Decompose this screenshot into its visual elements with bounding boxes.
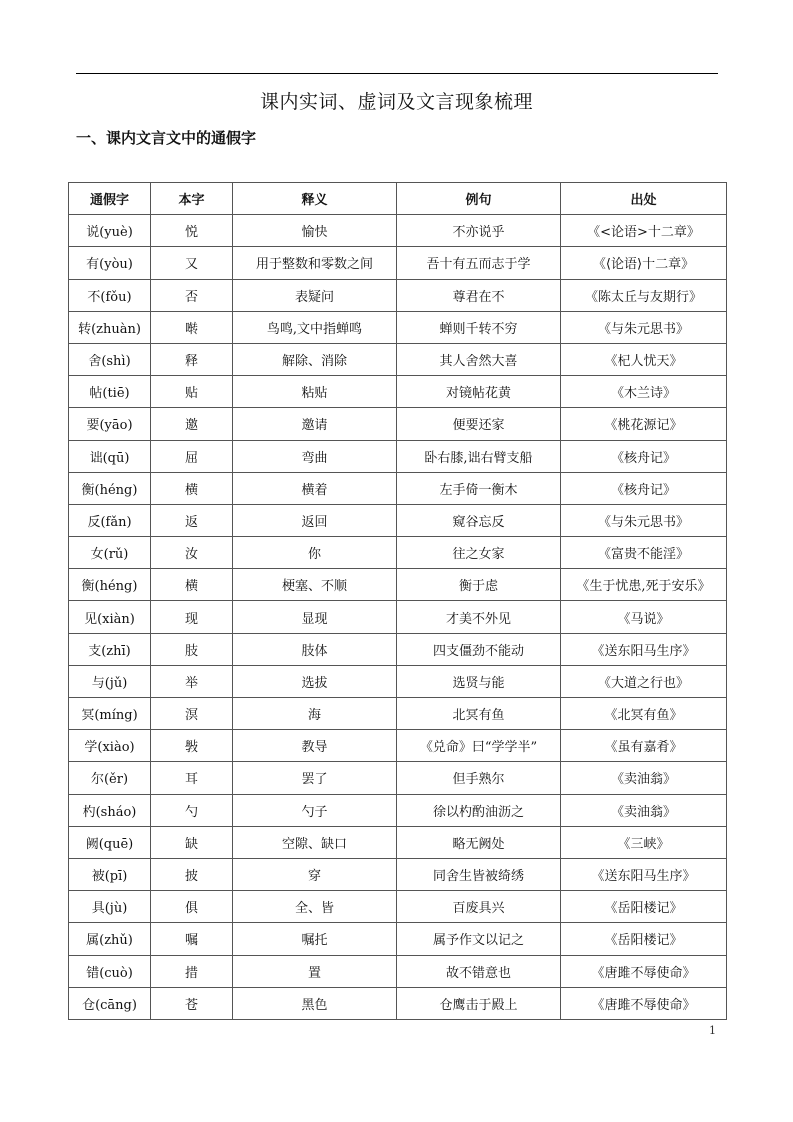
cell-benzi: 汝 [151, 537, 233, 569]
cell-tongjiazi: 与(jǔ) [69, 665, 151, 697]
cell-liju: 对镜帖花黄 [397, 376, 561, 408]
table-row [69, 858, 727, 890]
cell-shiyi: 嘱托 [233, 923, 397, 955]
cell-tongjiazi: 衡(héng) [69, 472, 151, 504]
cell-shiyi: 显现 [233, 601, 397, 633]
cell-benzi: 溟 [151, 698, 233, 730]
section-heading: 一、课内文言文中的通假字 [76, 129, 257, 147]
cell-tongjiazi: 不(fǒu) [69, 279, 151, 311]
cell-shiyi: 弯曲 [233, 440, 397, 472]
cell-liju: 同舍生皆被绮绣 [397, 858, 561, 890]
cell-chuchu: 《岳阳楼记》 [561, 923, 727, 955]
cell-tongjiazi: 尔(ěr) [69, 762, 151, 794]
cell-shiyi: 横着 [233, 472, 397, 504]
cell-benzi: 披 [151, 858, 233, 890]
cell-liju: 尊君在不 [397, 279, 561, 311]
cell-tongjiazi: 冥(míng) [69, 698, 151, 730]
cell-tongjiazi: 衡(héng) [69, 569, 151, 601]
cell-benzi: 又 [151, 247, 233, 279]
cell-liju: 《兑命》曰“学学半” [397, 730, 561, 762]
table-row [69, 987, 727, 1019]
cell-shiyi: 空隙、缺口 [233, 826, 397, 858]
table-row [69, 215, 727, 247]
cell-shiyi: 置 [233, 955, 397, 987]
cell-liju: 北冥有鱼 [397, 698, 561, 730]
cell-tongjiazi: 仓(cāng) [69, 987, 151, 1019]
cell-liju: 不亦说乎 [397, 215, 561, 247]
cell-liju: 衡于虑 [397, 569, 561, 601]
cell-chuchu: 《虽有嘉肴》 [561, 730, 727, 762]
table-row [69, 955, 727, 987]
cell-benzi: 邀 [151, 408, 233, 440]
cell-liju: 仓鹰击于殿上 [397, 987, 561, 1019]
table-row [69, 408, 727, 440]
cell-chuchu: 《送东阳马生序》 [561, 858, 727, 890]
cell-liju: 但手熟尔 [397, 762, 561, 794]
cell-benzi: 斅 [151, 730, 233, 762]
cell-shiyi: 返回 [233, 504, 397, 536]
cell-tongjiazi: 具(jù) [69, 891, 151, 923]
header-rule [76, 73, 718, 74]
cell-chuchu: 《岳阳楼记》 [561, 891, 727, 923]
header-shiyi: 释义 [233, 183, 397, 215]
table-row [69, 730, 727, 762]
table-header-row [69, 183, 727, 215]
cell-benzi: 否 [151, 279, 233, 311]
cell-chuchu: 《与朱元思书》 [561, 311, 727, 343]
cell-chuchu: 《核舟记》 [561, 472, 727, 504]
cell-tongjiazi: 有(yòu) [69, 247, 151, 279]
cell-shiyi: 罢了 [233, 762, 397, 794]
cell-liju: 左手倚一衡木 [397, 472, 561, 504]
table-row [69, 569, 727, 601]
cell-chuchu: 《木兰诗》 [561, 376, 727, 408]
cell-chuchu: 《送东阳马生序》 [561, 633, 727, 665]
cell-shiyi: 海 [233, 698, 397, 730]
cell-chuchu: 《核舟记》 [561, 440, 727, 472]
cell-liju: 蝉则千转不穷 [397, 311, 561, 343]
cell-tongjiazi: 见(xiàn) [69, 601, 151, 633]
cell-chuchu: 《与朱元思书》 [561, 504, 727, 536]
cell-chuchu: 《马说》 [561, 601, 727, 633]
cell-tongjiazi: 舍(shì) [69, 343, 151, 375]
cell-liju: 窥谷忘反 [397, 504, 561, 536]
cell-chuchu: 《陈太丘与友期行》 [561, 279, 727, 311]
cell-benzi: 现 [151, 601, 233, 633]
cell-chuchu: 《卖油翁》 [561, 762, 727, 794]
cell-shiyi: 教导 [233, 730, 397, 762]
cell-tongjiazi: 阙(quē) [69, 826, 151, 858]
cell-tongjiazi: 女(rǔ) [69, 537, 151, 569]
table-row [69, 440, 727, 472]
cell-benzi: 屈 [151, 440, 233, 472]
table-row [69, 376, 727, 408]
cell-chuchu: 《<论语>十二章》 [561, 215, 727, 247]
cell-benzi: 悦 [151, 215, 233, 247]
table-row [69, 665, 727, 697]
tongjiazi-table [68, 182, 727, 1020]
header-tongjiazi: 通假字 [69, 183, 151, 215]
table-row [69, 311, 727, 343]
document-title: 课内实词、虚词及文言现象梳理 [259, 91, 533, 113]
cell-shiyi: 全、皆 [233, 891, 397, 923]
cell-liju: 属予作文以记之 [397, 923, 561, 955]
cell-liju: 吾十有五而志于学 [397, 247, 561, 279]
table-row [69, 633, 727, 665]
table-row [69, 923, 727, 955]
cell-benzi: 勺 [151, 794, 233, 826]
table-row [69, 537, 727, 569]
cell-liju: 徐以杓酌油沥之 [397, 794, 561, 826]
cell-shiyi: 鸟鸣,文中指蝉鸣 [233, 311, 397, 343]
cell-chuchu: 《卖油翁》 [561, 794, 727, 826]
cell-liju: 百废具兴 [397, 891, 561, 923]
cell-liju: 四支僵劲不能动 [397, 633, 561, 665]
cell-shiyi: 选拔 [233, 665, 397, 697]
cell-tongjiazi: 被(pī) [69, 858, 151, 890]
cell-tongjiazi: 错(cuò) [69, 955, 151, 987]
cell-benzi: 苍 [151, 987, 233, 1019]
cell-chuchu: 《三峡》 [561, 826, 727, 858]
cell-shiyi: 粘贴 [233, 376, 397, 408]
page-number: 1 [709, 1024, 716, 1037]
cell-chuchu: 《北冥有鱼》 [561, 698, 727, 730]
cell-benzi: 举 [151, 665, 233, 697]
table-row [69, 343, 727, 375]
cell-liju: 故不错意也 [397, 955, 561, 987]
cell-shiyi: 用于整数和零数之间 [233, 247, 397, 279]
table-row [69, 472, 727, 504]
cell-benzi: 嘱 [151, 923, 233, 955]
table-row [69, 762, 727, 794]
cell-chuchu: 《唐雎不辱使命》 [561, 987, 727, 1019]
cell-tongjiazi: 说(yuè) [69, 215, 151, 247]
cell-liju: 略无阙处 [397, 826, 561, 858]
cell-benzi: 横 [151, 472, 233, 504]
cell-shiyi: 邀请 [233, 408, 397, 440]
cell-liju: 便要还家 [397, 408, 561, 440]
cell-shiyi: 你 [233, 537, 397, 569]
cell-tongjiazi: 诎(qū) [69, 440, 151, 472]
table-row [69, 891, 727, 923]
cell-tongjiazi: 转(zhuàn) [69, 311, 151, 343]
cell-benzi: 贴 [151, 376, 233, 408]
table-row [69, 504, 727, 536]
cell-liju: 卧右膝,诎右臂支船 [397, 440, 561, 472]
cell-benzi: 肢 [151, 633, 233, 665]
cell-benzi: 缺 [151, 826, 233, 858]
cell-shiyi: 勺子 [233, 794, 397, 826]
header-chuchu: 出处 [561, 183, 727, 215]
cell-shiyi: 黑色 [233, 987, 397, 1019]
table-row [69, 601, 727, 633]
cell-tongjiazi: 要(yāo) [69, 408, 151, 440]
cell-liju: 才美不外见 [397, 601, 561, 633]
table-row [69, 698, 727, 730]
cell-shiyi: 愉快 [233, 215, 397, 247]
cell-benzi: 措 [151, 955, 233, 987]
cell-chuchu: 《生于忧患,死于安乐》 [561, 569, 727, 601]
cell-shiyi: 表疑问 [233, 279, 397, 311]
cell-chuchu: 《富贵不能淫》 [561, 537, 727, 569]
cell-tongjiazi: 杓(sháo) [69, 794, 151, 826]
cell-chuchu: 《唐雎不辱使命》 [561, 955, 727, 987]
cell-benzi: 耳 [151, 762, 233, 794]
cell-chuchu: 《桃花源记》 [561, 408, 727, 440]
cell-tongjiazi: 属(zhǔ) [69, 923, 151, 955]
cell-chuchu: 《大道之行也》 [561, 665, 727, 697]
cell-benzi: 啭 [151, 311, 233, 343]
cell-benzi: 俱 [151, 891, 233, 923]
table-row [69, 826, 727, 858]
cell-shiyi: 解除、消除 [233, 343, 397, 375]
cell-shiyi: 梗塞、不顺 [233, 569, 397, 601]
table-body [69, 215, 727, 1020]
cell-tongjiazi: 帖(tiē) [69, 376, 151, 408]
cell-liju: 选贤与能 [397, 665, 561, 697]
cell-benzi: 返 [151, 504, 233, 536]
cell-shiyi: 穿 [233, 858, 397, 890]
cell-tongjiazi: 反(fǎn) [69, 504, 151, 536]
cell-liju: 其人舍然大喜 [397, 343, 561, 375]
cell-benzi: 横 [151, 569, 233, 601]
table-row [69, 794, 727, 826]
cell-chuchu: 《⟨论语⟩十二章》 [561, 247, 727, 279]
table-row [69, 247, 727, 279]
cell-tongjiazi: 支(zhī) [69, 633, 151, 665]
header-benzi: 本字 [151, 183, 233, 215]
cell-liju: 往之女家 [397, 537, 561, 569]
table-row [69, 279, 727, 311]
cell-benzi: 释 [151, 343, 233, 375]
cell-chuchu: 《杞人忧天》 [561, 343, 727, 375]
cell-shiyi: 肢体 [233, 633, 397, 665]
header-liju: 例句 [397, 183, 561, 215]
cell-tongjiazi: 学(xiào) [69, 730, 151, 762]
